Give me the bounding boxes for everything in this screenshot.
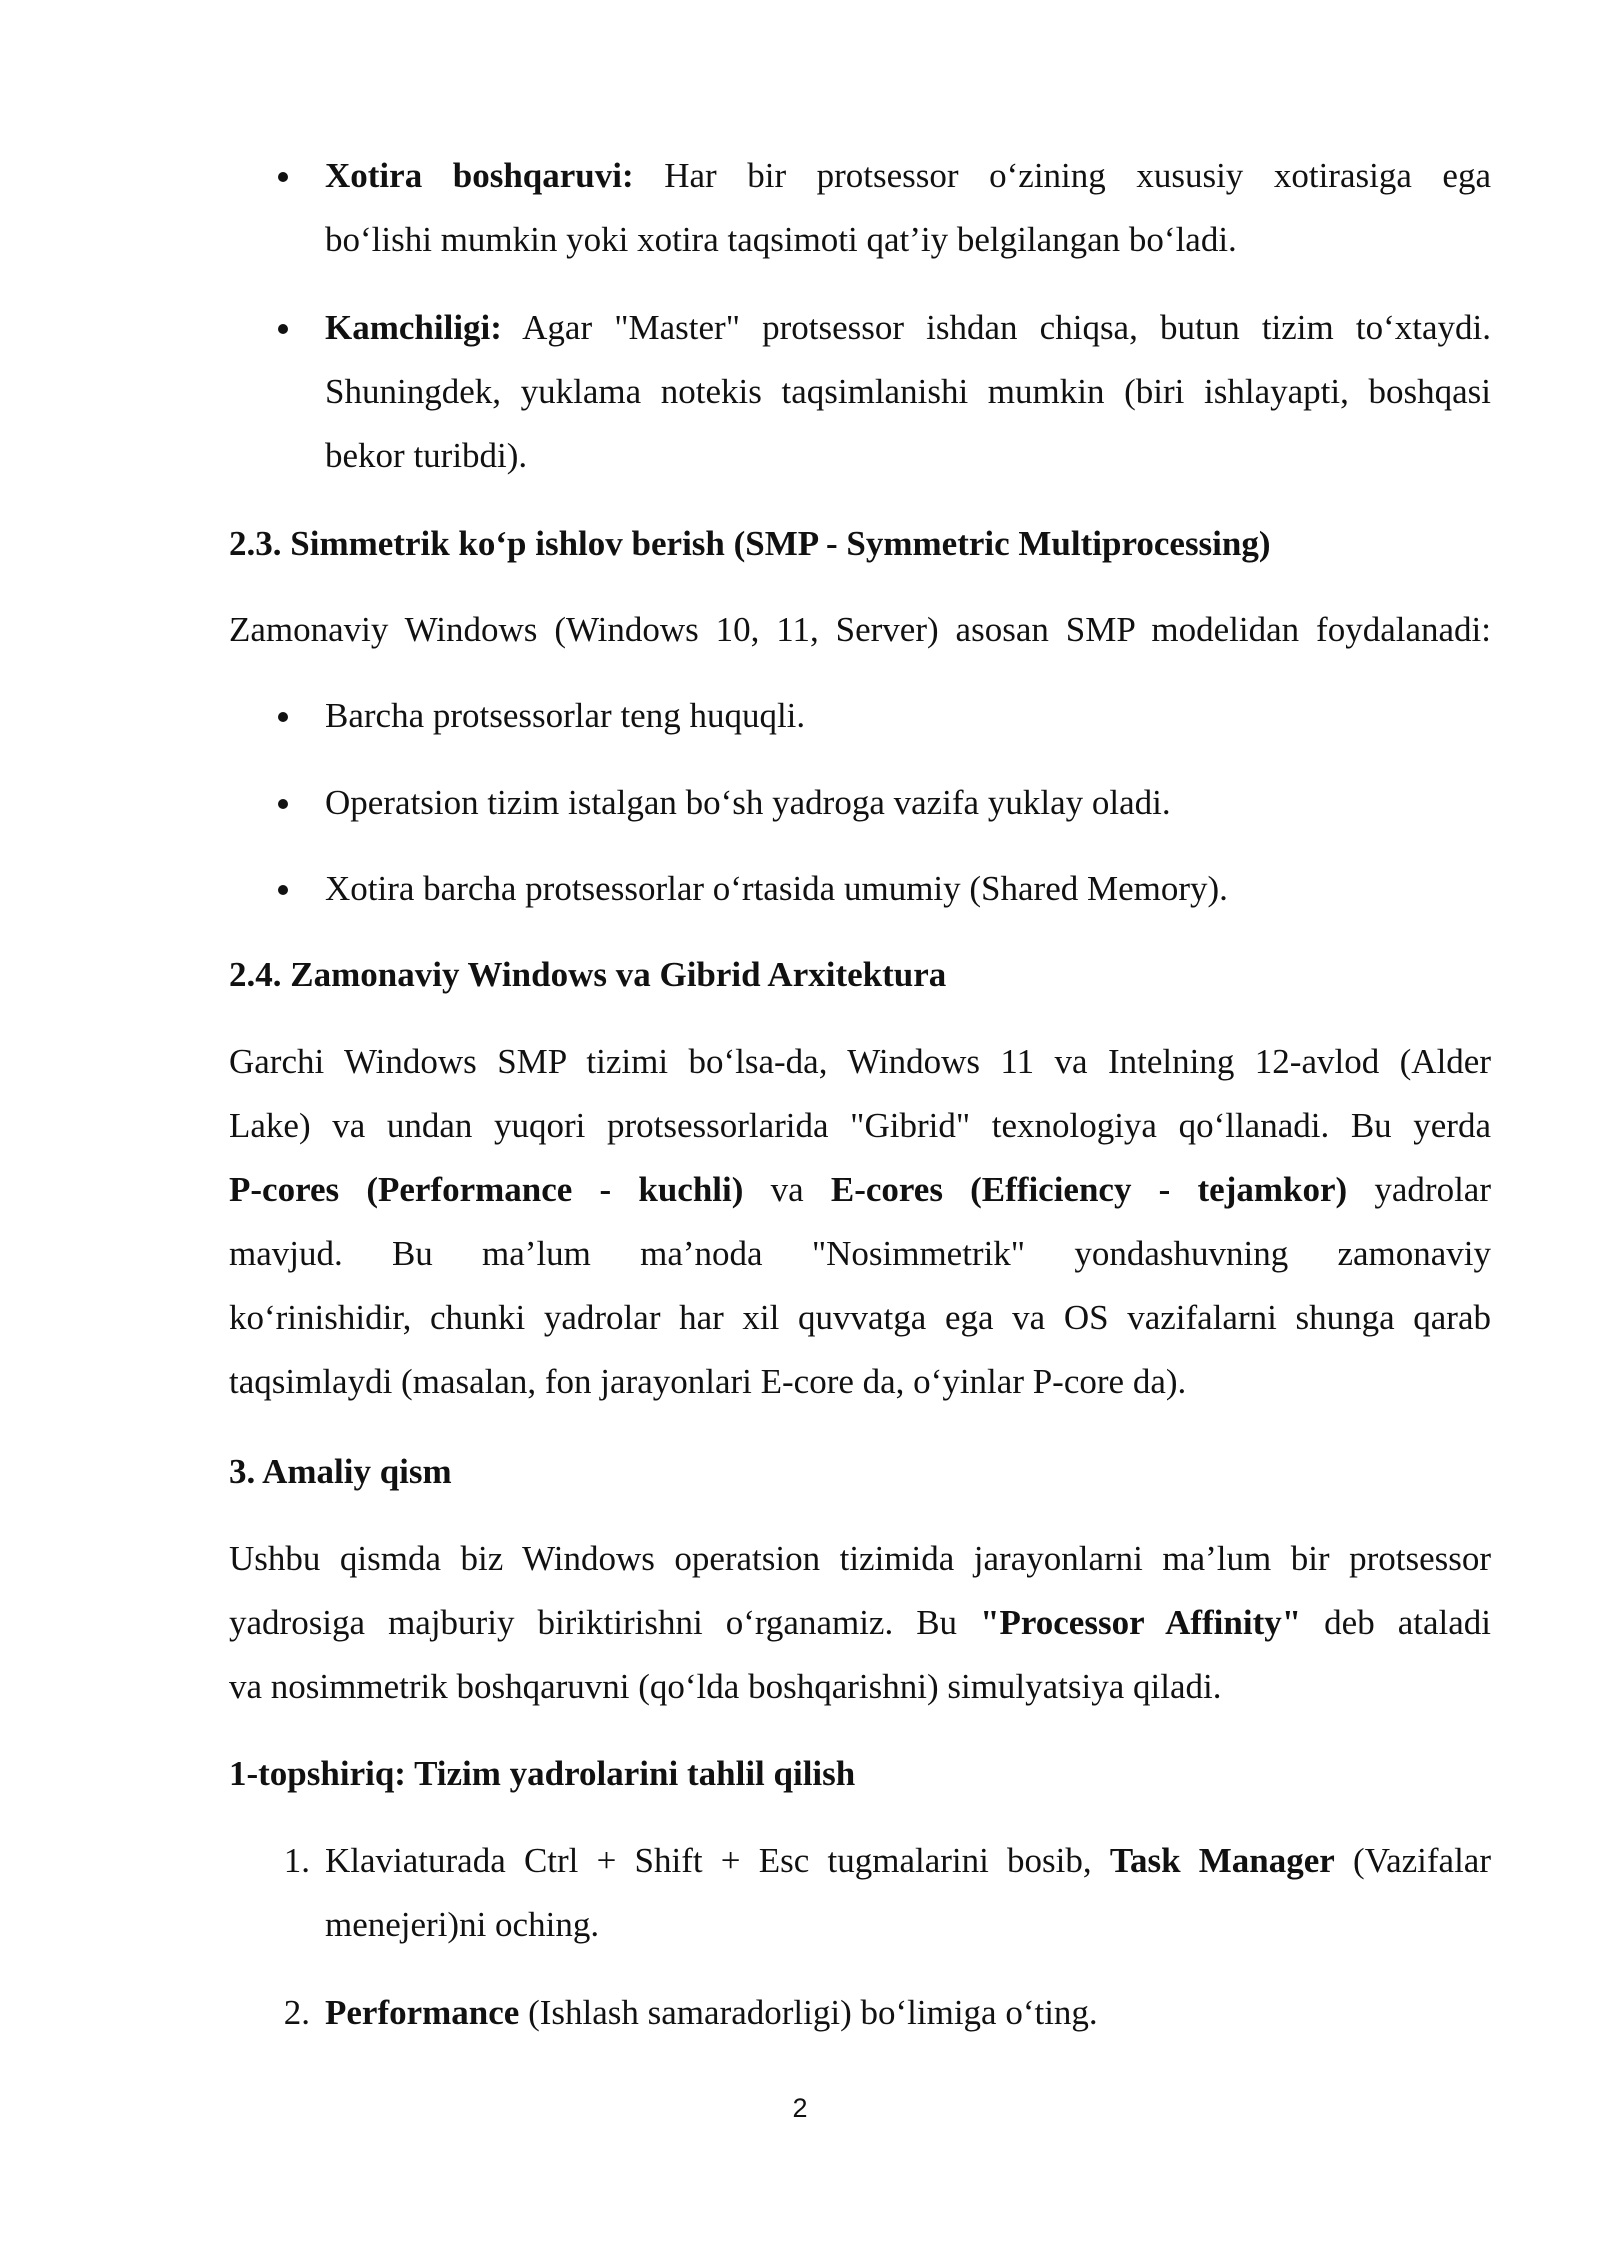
list-item bbox=[325, 1829, 1491, 1957]
heading-text: 3. Amaliy qism bbox=[229, 1452, 452, 1491]
text-line: Zamonaviy Windows (Windows 10, 11, Server) asosan SMP modelidan foydalanadi: bbox=[229, 610, 1491, 649]
text-line bbox=[229, 1591, 1491, 1655]
text-line bbox=[229, 1158, 1491, 1222]
inline-text: (Vazifalar bbox=[1334, 1841, 1491, 1880]
text-line: Shuningdek, yuklama notekis taqsimlanishi mumkin (biri ishlayapti, boshqasi bbox=[325, 372, 1491, 411]
bold-term: "Processor Affinity" bbox=[980, 1603, 1302, 1642]
bullet-item bbox=[325, 684, 1491, 748]
bullet-dot bbox=[278, 172, 288, 182]
paragraph-2-4 bbox=[229, 1030, 1491, 1414]
text-line: bekor turibdi). bbox=[325, 436, 528, 475]
heading-text: 2.3. Simmetrik ko‘p ishlov berish (SMP - Symmetric Multiprocessing) bbox=[229, 524, 1271, 563]
bullet-text: Operatsion tizim istalgan bo‘sh yadroga vazifa yuklay oladi. bbox=[325, 783, 1171, 822]
task-heading bbox=[229, 1742, 1491, 1806]
text-line bbox=[325, 144, 1491, 208]
bullet-dot bbox=[278, 885, 288, 895]
bullet-text: Agar "Master" protsessor ishdan chiqsa, butun tizim to‘xtaydi. bbox=[501, 308, 1491, 347]
text-line: Ushbu qismda biz Windows operatsion tizimida jarayonlarni ma’lum bir protsessor bbox=[229, 1539, 1491, 1578]
text-line: Garchi Windows SMP tizimi bo‘lsa-da, Windows 11 va Intelning 12-avlod (Alder bbox=[229, 1042, 1491, 1081]
text-line: ko‘rinishidir, chunki yadrolar har xil quvvatga ega va OS vazifalarni shunga qarab bbox=[229, 1298, 1491, 1337]
section-heading-3 bbox=[229, 1440, 1491, 1504]
list-number: 2. bbox=[283, 1993, 310, 2032]
text-line bbox=[325, 296, 1491, 360]
text-line: bo‘lishi mumkin yoki xotira taqsimoti qat’iy belgilangan bo‘ladi. bbox=[325, 220, 1237, 259]
bullet-label: Xotira boshqaruvi: bbox=[325, 156, 634, 195]
text-line: va nosimmetrik boshqaruvni (qo‘lda boshqarishni) simulyatsiya qiladi. bbox=[229, 1667, 1222, 1706]
inline-text: va bbox=[743, 1170, 831, 1209]
bold-term: Task Manager bbox=[1109, 1841, 1335, 1880]
bullet-dot bbox=[278, 799, 288, 809]
inline-text: (Ishlash samaradorligi) bo‘limiga o‘ting. bbox=[519, 1993, 1098, 2032]
section-heading-2-4 bbox=[229, 943, 1491, 1007]
section-intro bbox=[229, 598, 1491, 662]
inline-text: yadrolar bbox=[1347, 1170, 1491, 1209]
inline-text: Klaviaturada Ctrl + Shift + Esc tugmalarini bosib, bbox=[325, 1841, 1110, 1880]
bullet-text: Har bir protsessor o‘zining xususiy xotirasiga ega bbox=[633, 156, 1491, 195]
section-heading-2-3 bbox=[229, 512, 1491, 576]
bold-term: E-cores (Efficiency - tejamkor) bbox=[830, 1170, 1348, 1209]
inline-text: yadrosiga majburiy biriktirishni o‘rganamiz. Bu bbox=[229, 1603, 981, 1642]
paragraph-3 bbox=[229, 1527, 1491, 1719]
bold-term: Performance bbox=[325, 1993, 520, 2032]
bullet-dot bbox=[278, 712, 288, 722]
inline-text: deb ataladi bbox=[1301, 1603, 1491, 1642]
bullet-label: Kamchiligi: bbox=[325, 308, 502, 347]
text-line: menejeri)ni oching. bbox=[325, 1905, 600, 1944]
bullet-item bbox=[325, 771, 1491, 835]
text-line bbox=[325, 1981, 1491, 2045]
bullet-text: Barcha protsessorlar teng huquqli. bbox=[325, 696, 806, 735]
bullet-item bbox=[325, 296, 1491, 488]
text-line: Lake) va undan yuqori protsessorlarida "Gibrid" texnologiya qo‘llanadi. Bu yerda bbox=[229, 1106, 1491, 1145]
page-number: 2 bbox=[792, 2093, 808, 2123]
list-item bbox=[325, 1981, 1491, 2045]
bullet-dot bbox=[278, 324, 288, 334]
bullet-item bbox=[325, 857, 1491, 921]
heading-text: 2.4. Zamonaviy Windows va Gibrid Arxitektura bbox=[229, 955, 947, 994]
bold-term: P-cores (Performance - kuchli) bbox=[229, 1170, 744, 1209]
text-line bbox=[325, 1829, 1491, 1893]
text-line: mavjud. Bu ma’lum ma’noda "Nosimmetrik" yondashuvning zamonaviy bbox=[229, 1234, 1491, 1273]
text-line: taqsimlaydi (masalan, fon jarayonlari E-core da, o‘yinlar P-core da). bbox=[229, 1362, 1187, 1401]
bullet-text: Xotira barcha protsessorlar o‘rtasida umumiy (Shared Memory). bbox=[325, 869, 1228, 908]
list-number: 1. bbox=[283, 1841, 310, 1880]
heading-text: 1-topshiriq: Tizim yadrolarini tahlil qilish bbox=[229, 1754, 856, 1793]
bullet-item bbox=[325, 144, 1491, 272]
